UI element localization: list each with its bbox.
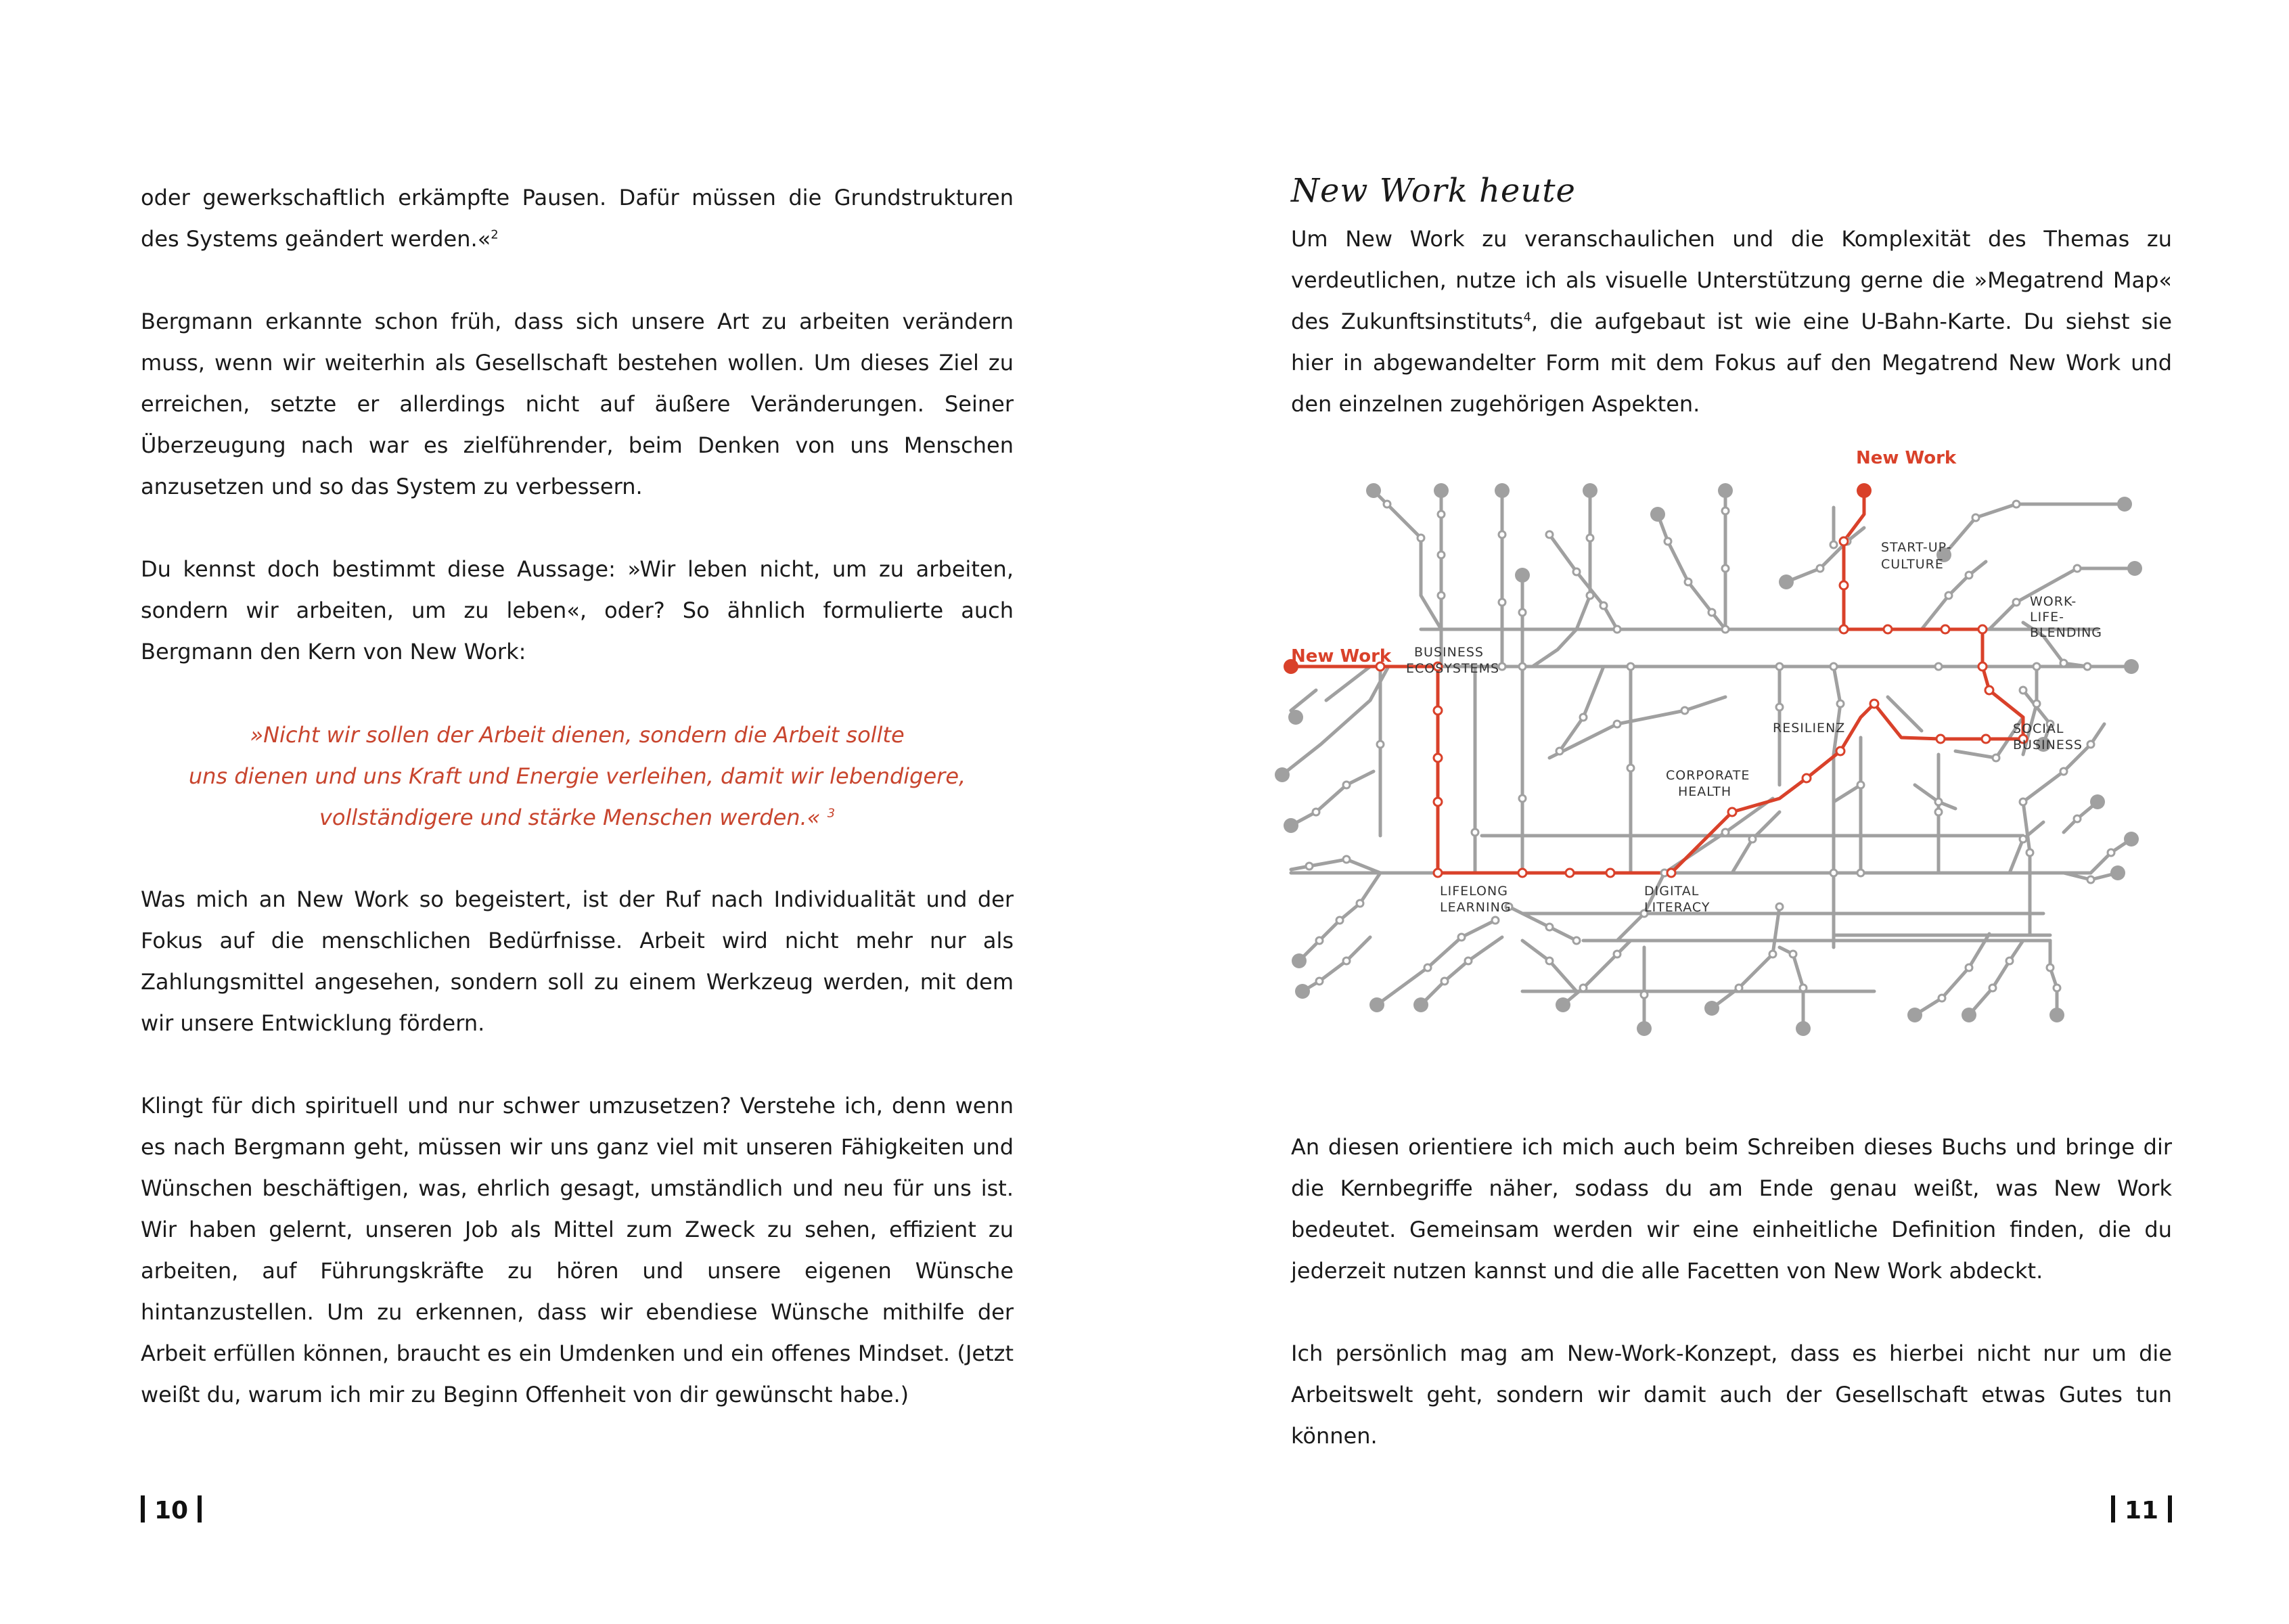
station [1424,964,1431,971]
page-number-bar [2168,1495,2172,1522]
station [1546,924,1553,930]
station [1769,951,1776,957]
new-work-station [1884,625,1892,633]
station [2054,985,2060,991]
station [1438,551,1445,558]
station [2087,741,2094,748]
station [1664,538,1671,545]
new-work-station [1978,662,1987,671]
station [2033,700,2040,707]
bergmann-quote [141,715,1014,838]
station [2026,849,2033,856]
station [1316,978,1323,985]
metro-line [1291,771,1374,826]
line-terminus [1295,984,1310,999]
section-heading: New Work heute [1291,172,1576,210]
station [1465,957,1472,964]
line-terminus [1962,1008,1976,1022]
line-terminus [1434,483,1449,498]
paragraph-4: Was mich an New Work so begeistert, ist der Ruf nach Individualität und der Fokus auf die menschlichen Bedürfnisse. Arbeit wird nicht mehr nur als Zahlungsmittel angesehen, sondern soll zu einem Werkzeug werden, mit dem wir unsere Entwicklung fördern. [141,886,1014,1036]
station [1343,856,1350,863]
line-terminus [2124,832,2139,847]
station [2087,876,2094,883]
label-social-business: SOCIAL BUSINESS [2013,721,2083,752]
station [1438,511,1445,518]
station [1492,917,1499,924]
new-work-station [1434,754,1442,762]
metro-line [1834,667,1840,947]
line-terminus [1284,818,1298,833]
new-work-line [1844,491,1864,629]
station [1641,991,1648,998]
footnote-ref: 3 [827,806,836,821]
line-terminus [1583,483,1597,498]
line-terminus [1637,1021,1652,1036]
station [1614,721,1621,727]
paragraph-3: Du kennst doch bestimmt diese Aussage: »Wir leben nicht, um zu arbeiten, sondern wir arbeiten, um zu leben«, oder? So ähnlich formulierte auch Bergmann den Kern von New Work: [141,556,1014,664]
station [1830,541,1837,548]
station [1580,714,1587,721]
new-work-station [1434,706,1442,715]
new-work-station [1985,686,1993,694]
station [1722,508,1729,514]
station [1939,995,1945,1001]
footnote-ref: 4 [1523,310,1531,325]
line-terminus [1704,1001,1719,1016]
station [1556,748,1563,754]
station [1600,602,1607,609]
line-terminus [2117,497,2132,512]
paragraph-5: Klingt für dich spirituell und nur schwer umzusetzen? Verstehe ich, denn wenn es nach Bergmann geht, müssen wir uns ganz viel mit unseren Fähigkeiten und Wünschen beschäftigen, was, ehrlich gesagt, umständlich und neu für uns ist. Wir haben gelernt, unseren Job als Mittel zum Zweck zu sehen, effizient zu arbeiten, auf Führungskräfte zu hören und unsere eigenen Wünsche hintanzustellen. Um zu erkennen, dass wir ebendiese Wünsche mithilfe der Arbeit erfüllen können, braucht es ein Umdenken und ein offenes Mindset. (Jetzt weißt du, warum ich mir zu Beginn Offenheit von dir gewünscht habe.) [141,1093,1014,1407]
new-work-station [1606,869,1614,877]
station [1313,809,1319,815]
station [1343,957,1350,964]
metro-line [1944,504,2125,555]
line-terminus [1718,483,1733,498]
station [1857,870,1864,876]
line-terminus [1495,483,1510,498]
paragraph-intro: Um New Work zu veranschaulichen und die Komplexität des Themas zu verdeutlichen, nutze ich als visuelle Unterstützung gerne die »Megatrend Map« des Zukunftsinstituts$^4$, die aufgebaut ist wie eine U-Bahn-Karte. Du siehst sie hier in abgewandelter Form mit dem Fokus auf den Megatrend New Work und den einzelnen zugehörigen Aspekten. [1291,226,2173,417]
quote-line: »Nicht wir sollen der Arbeit dienen, sondern die Arbeit sollte [250,722,905,748]
line-terminus [1556,997,1570,1012]
paragraph-2: An diesen orientiere ich mich auch beim Schreiben dieses Buchs und bringe dir die Kernbegriffe näher, sodass du am Ende genau weißt, was New Work bedeutet. Gemeinsam werden wir eine einheitliche Definition finden, die du jederzeit nutzen kannst und die alle Facetten von New Work abdeckt. [1291,1134,2172,1284]
new-work-station [1728,808,1736,816]
footnote-ref: 2 [491,227,499,242]
station [1499,599,1505,606]
label-new-work-top: New Work [1856,448,1957,468]
line-terminus [1907,1008,1922,1022]
line-terminus [1275,767,1290,782]
station [1830,870,1837,876]
station [1587,592,1593,599]
station [2047,964,2054,971]
station [2074,815,2081,822]
station [1776,903,1783,910]
line-terminus [1369,997,1384,1012]
station [1966,572,1972,579]
metro-line [1563,941,1631,1005]
new-work-station [1518,869,1526,877]
station [2020,836,2026,842]
new-work-station [1803,774,1811,782]
line-terminus [1288,710,1303,725]
station [2020,798,2026,805]
new-work-station [1434,798,1442,806]
station [1458,934,1465,941]
station [1357,900,1363,907]
station [2013,599,2020,606]
station [1614,626,1621,633]
metro-line [1421,937,1502,1005]
label-business-ecosystems: BUSINESS ECOSYSTEMS [1406,645,1500,676]
new-work-station [1840,537,1848,545]
new-work-station [1566,869,1574,877]
station [1580,985,1587,991]
station [1681,707,1688,714]
new-work-station [1434,869,1442,877]
station [1377,741,1384,748]
station [1722,829,1729,836]
station [1587,535,1593,541]
new-work-station [1840,581,1848,589]
station [1546,957,1553,964]
paragraph-2: Bergmann erkannte schon früh, dass sich unsere Art zu arbeiten verändern muss, wenn wir weiterhin als Gesellschaft bestehen wollen. Um dieses Ziel zu erreichen, setzte er allerdings nicht auf äußere Veränderungen. Seiner Überzeugung nach war es zielführender, beim Denken von uns Menschen anzusetzen und so das System zu verbessern. [141,309,1014,499]
left-page [0,0,1143,1624]
station [1418,535,1424,541]
station [2108,849,2114,856]
station [1573,568,1580,575]
station [2060,660,2067,667]
station [1776,704,1783,710]
line-terminus [2090,794,2105,809]
metro-line [1522,941,1577,991]
line-terminus [1366,483,1381,498]
station [2060,768,2067,775]
right-page [1143,0,2289,1624]
new-work-station [1870,700,1878,708]
label-resilienz: RESILIENZ [1773,721,1846,736]
new-work-station [1936,735,1945,743]
station [1993,754,1999,761]
label-lifelong-learning: LIFELONG LEARNING [1440,884,1512,915]
station [1837,700,1844,707]
page-number-left: 10 [141,1495,202,1525]
line-terminus [1292,953,1307,968]
new-work-station [1840,625,1848,633]
line-terminus [2127,561,2142,576]
line-terminus [1650,507,1665,522]
metro-line [1326,667,1370,700]
station [1708,609,1715,616]
page-number-bar [2111,1495,2115,1522]
line-terminus [2124,659,2139,674]
station [1499,531,1505,538]
metro-line [1374,491,1441,629]
station [1857,782,1864,788]
metro-line [2050,941,2057,1015]
station [1935,809,1942,815]
paragraph-1: oder gewerkschaftlich erkämpfte Pausen. Dafür müssen die Grundstrukturen des Systems geändert werden.«$^2$ [141,185,1014,252]
station [1627,663,1634,670]
metro-line [1291,859,1380,873]
metro-line [1922,562,1986,629]
metro-line [1377,920,1495,1005]
station [1343,782,1350,788]
station [1685,579,1692,585]
metro-line [1560,667,1604,751]
station [1830,663,1837,670]
page-number-right: 11 [2111,1495,2172,1525]
line-terminus [1779,574,1794,589]
station [2074,565,2081,572]
page-number-bar [141,1495,145,1522]
new-work-station [1982,735,1990,743]
station [1614,951,1621,957]
station [1499,663,1505,670]
station [1722,565,1729,572]
label-work-life-blending: WORK- LIFE- BLENDING [2030,594,2103,640]
label-start-up-culture: START-UP- CULTURE [1881,540,1952,572]
station [1722,626,1729,633]
label-new-work-left: New Work [1291,646,1392,667]
station [1749,836,1756,842]
station [1384,501,1390,508]
station [1573,937,1580,944]
megatrend-metro-map [1143,433,2289,1083]
metro-line [1786,528,1864,582]
line-terminus [1796,1021,1811,1036]
station [1736,985,1742,991]
station [1306,863,1313,870]
station [1935,663,1942,670]
station [1519,609,1526,616]
label-corporate-health: CORPORATE HEALTH [1666,768,1750,799]
station [1966,964,1972,971]
quote-line: vollständigere und stärke Menschen werden.« $^3$ [319,805,836,830]
page-number-bar [198,1495,202,1522]
station [1945,592,1952,599]
line-terminus [2049,1008,2064,1022]
station [1800,985,1807,991]
label-digital-literacy: DIGITAL LITERACY [1644,884,1710,915]
station [1336,917,1343,924]
station [1472,829,1478,836]
station [1817,565,1823,572]
station [1935,798,1942,805]
station [1776,663,1783,670]
station [2084,663,2091,670]
new-work-terminus [1857,483,1872,498]
paragraph-3: Ich persönlich mag am New-Work-Konzept, dass es hierbei nicht nur um die Arbeitswelt geht, sondern wir damit auch der Gesellschaft etwas Gutes tun können. [1291,1340,2172,1449]
station [1438,592,1445,599]
line-terminus [2110,865,2125,880]
line-terminus [1413,997,1428,1012]
station [1989,985,1996,991]
quote-line: uns dienen und uns Kraft und Energie verleihen, damit wir lebendigere, [188,763,966,789]
line-terminus [1515,568,1530,583]
station [1316,937,1323,944]
new-work-station [1667,869,1675,877]
station [1627,765,1634,771]
station [1790,951,1796,957]
station [1519,663,1526,670]
station [1972,514,1979,521]
station [1546,531,1553,538]
new-work-station [1978,625,1987,633]
station [2006,957,2013,964]
metro-line [1834,785,1861,802]
station [2013,501,2020,508]
station [1519,795,1526,802]
new-work-line [1874,704,2023,739]
metro-line [1915,785,1955,809]
station [1441,978,1448,985]
new-work-station [1836,747,1844,755]
station [2033,663,2040,670]
new-work-station [1941,625,1949,633]
station [2020,687,2026,694]
